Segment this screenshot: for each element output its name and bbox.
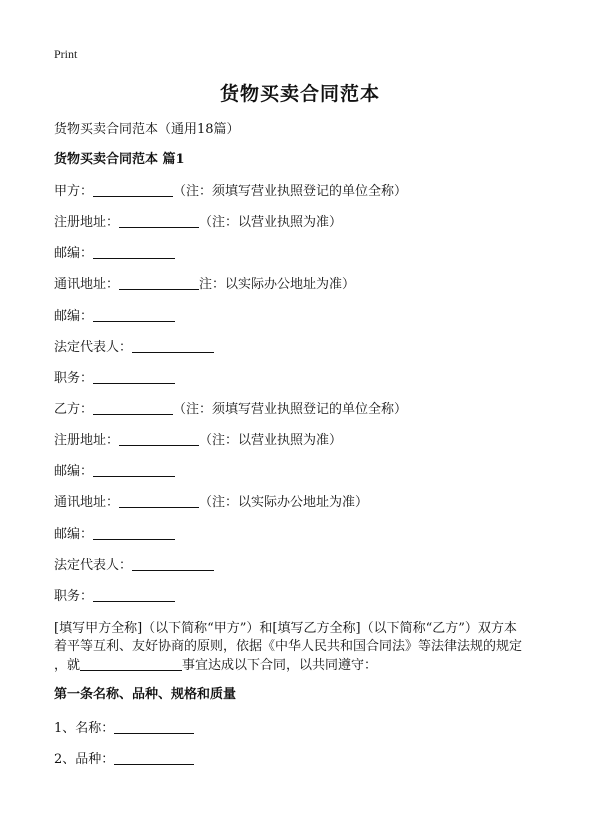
party-a-name-row	[54, 182, 407, 201]
party-b-name-note: （注：须填写营业执照登记的单位全称）	[173, 402, 408, 417]
party-a-reg-addr-row	[54, 213, 342, 232]
party-a-name-note: （注：须填写营业执照登记的单位全称）	[173, 184, 408, 199]
party-a-comm-addr-row	[54, 275, 355, 294]
party-b-name-blank[interactable]	[93, 400, 173, 415]
intro-line-1: [填写甲方全称]（以下简称“甲方”）和[填写乙方全称]（以下简称“乙方”）双方本	[54, 621, 517, 636]
party-b-comm-addr-note: （注：以实际办公地址为准）	[199, 495, 369, 510]
article-1-item-2-row	[54, 750, 194, 769]
party-b-postcode1-row	[54, 462, 175, 481]
intro-line-2: 着平等互利、友好协商的原则，依据《中华人民共和国合同法》等法律法规的规定	[54, 639, 523, 654]
party-b-legal-rep-row	[54, 556, 214, 575]
party-a-reg-addr-note: （注：以营业执照为准）	[199, 215, 343, 230]
party-b-reg-addr-note: （注：以营业执照为准）	[199, 433, 343, 448]
party-b-comm-addr-blank[interactable]	[119, 493, 199, 508]
party-a-postcode2-row	[54, 307, 175, 326]
party-a-position-blank[interactable]	[93, 369, 175, 384]
intro-line-3-pre: ，就	[54, 658, 81, 673]
party-b-name-label: 乙方：	[54, 402, 94, 417]
print-link[interactable]: Print	[54, 47, 78, 61]
party-a-name-blank[interactable]	[93, 182, 173, 197]
party-b-comm-addr-label: 通讯地址：	[54, 495, 120, 510]
party-b-legal-rep-label: 法定代表人：	[54, 558, 133, 573]
section-heading: 货物买卖合同范本 篇1	[54, 152, 185, 167]
party-a-comm-addr-blank[interactable]	[119, 275, 199, 290]
party-a-comm-addr-note: 注：以实际办公地址为准）	[199, 277, 356, 292]
party-b-legal-rep-blank[interactable]	[132, 556, 214, 571]
party-a-position-row	[54, 369, 175, 388]
document-subtitle: 货物买卖合同范本（通用18篇）	[54, 122, 240, 137]
article-1-item-1-row	[54, 719, 194, 738]
intro-line-3-post: 事宜达成以下合同，以共同遵守：	[182, 658, 378, 673]
party-b-reg-addr-row	[54, 431, 342, 450]
party-b-comm-addr-row	[54, 493, 368, 512]
party-a-postcode2-label: 邮编：	[54, 309, 94, 324]
article-1-item-1-blank[interactable]	[114, 719, 194, 734]
party-b-position-blank[interactable]	[93, 587, 175, 602]
party-b-position-label: 职务：	[54, 589, 94, 604]
intro-paragraph	[54, 620, 550, 675]
party-a-legal-rep-label: 法定代表人：	[54, 340, 133, 355]
party-b-postcode1-blank[interactable]	[93, 462, 175, 477]
party-b-reg-addr-label: 注册地址：	[54, 433, 120, 448]
party-a-reg-addr-blank[interactable]	[119, 213, 199, 228]
party-a-postcode1-label: 邮编：	[54, 246, 94, 261]
party-b-position-row	[54, 587, 175, 606]
party-b-postcode2-row	[54, 525, 175, 544]
intro-line-3	[54, 656, 550, 675]
party-b-name-row	[54, 400, 407, 419]
party-a-position-label: 职务：	[54, 371, 94, 386]
party-a-reg-addr-label: 注册地址：	[54, 215, 120, 230]
party-a-postcode2-blank[interactable]	[93, 307, 175, 322]
party-a-postcode1-row	[54, 244, 175, 263]
article-1-heading: 第一条名称、品种、规格和质量	[54, 687, 237, 702]
party-b-postcode2-label: 邮编：	[54, 527, 94, 542]
party-b-reg-addr-blank[interactable]	[119, 431, 199, 446]
article-1-item-2-blank[interactable]	[114, 750, 194, 765]
intro-matter-blank[interactable]	[80, 656, 182, 671]
party-a-postcode1-blank[interactable]	[93, 244, 175, 259]
party-b-postcode1-label: 邮编：	[54, 464, 94, 479]
article-1-item-1-label: 1、名称：	[54, 721, 115, 736]
document-title: 货物买卖合同范本	[219, 83, 380, 105]
party-a-legal-rep-row	[54, 338, 214, 357]
party-a-legal-rep-blank[interactable]	[132, 338, 214, 353]
party-a-comm-addr-label: 通讯地址：	[54, 277, 120, 292]
party-b-postcode2-blank[interactable]	[93, 525, 175, 540]
article-1-item-2-label: 2、品种：	[54, 752, 115, 767]
party-a-name-label: 甲方：	[54, 184, 94, 199]
